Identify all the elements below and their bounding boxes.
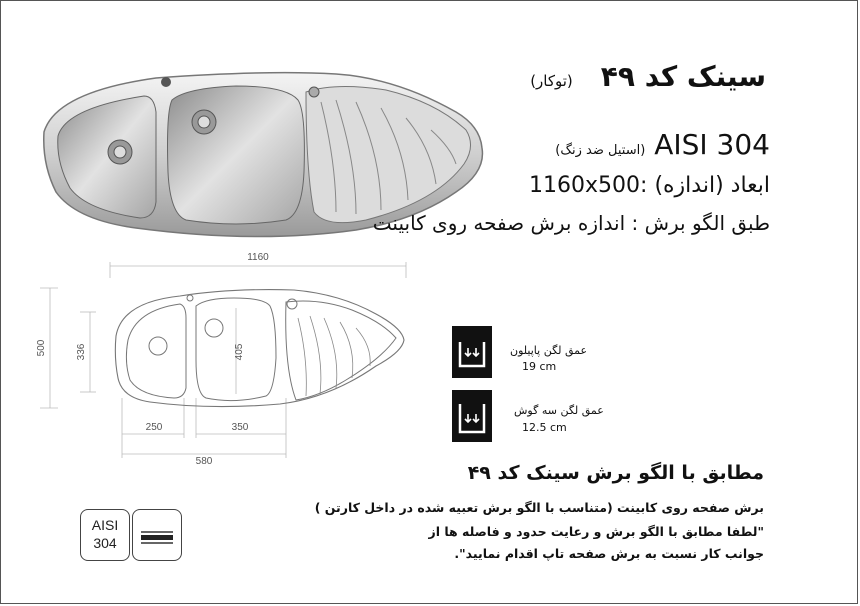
- bowl-depth-value: 19 cm: [522, 360, 557, 373]
- cut-note: طبق الگو برش : اندازه برش صفحه روی کابینت: [372, 211, 770, 235]
- template-heading: مطابق با الگو برش سینک کد ۴۹: [467, 462, 764, 484]
- dim-depth: 405: [234, 343, 245, 361]
- note-line-3: جوانب کار نسبت به برش صفحه تاپ اقدام نمایید".: [454, 546, 764, 561]
- dimensions: 1160x500: ابعاد (اندازه): [529, 173, 770, 198]
- bowl-depth-icon: [452, 326, 492, 378]
- aisi-badge-line2: 304: [93, 535, 117, 551]
- material-grade: AISI 304: [654, 128, 770, 161]
- technical-drawing: [30, 248, 430, 468]
- dim-height-bowl: 336: [76, 343, 87, 361]
- triangle-depth-label: عمق لگن سه گوش: [514, 404, 604, 417]
- material-line: [549, 128, 770, 161]
- dim-width-bowls: 580: [195, 456, 213, 467]
- product-title: سینک کد ۴۹(توکار): [530, 60, 766, 93]
- dim-width-total: 1160: [247, 252, 269, 263]
- mount-type: (توکار): [530, 72, 573, 90]
- triangle-depth-value: 12.5 cm: [522, 421, 567, 434]
- dim-width-main: 350: [231, 422, 249, 433]
- dim-height-total: 500: [36, 339, 47, 357]
- material-desc: (استیل ضد زنگ): [555, 143, 646, 158]
- note-line-1: برش صفحه روی کابینت (متناسب با الگو برش تعبیه شده در داخل کارتن ): [314, 500, 764, 515]
- triangle-depth-icon: [452, 390, 492, 442]
- note-line-2: "لطفا مطابق با الگو برش و رعایت حدود و فاصله ها از: [428, 524, 764, 539]
- thickness-icon: [132, 509, 182, 561]
- aisi-badge-line1: AISI: [91, 517, 119, 533]
- dim-width-small: 250: [145, 422, 163, 433]
- aisi-badge: [80, 509, 130, 561]
- bowl-depth-label: عمق لگن پاپیلون: [510, 344, 588, 357]
